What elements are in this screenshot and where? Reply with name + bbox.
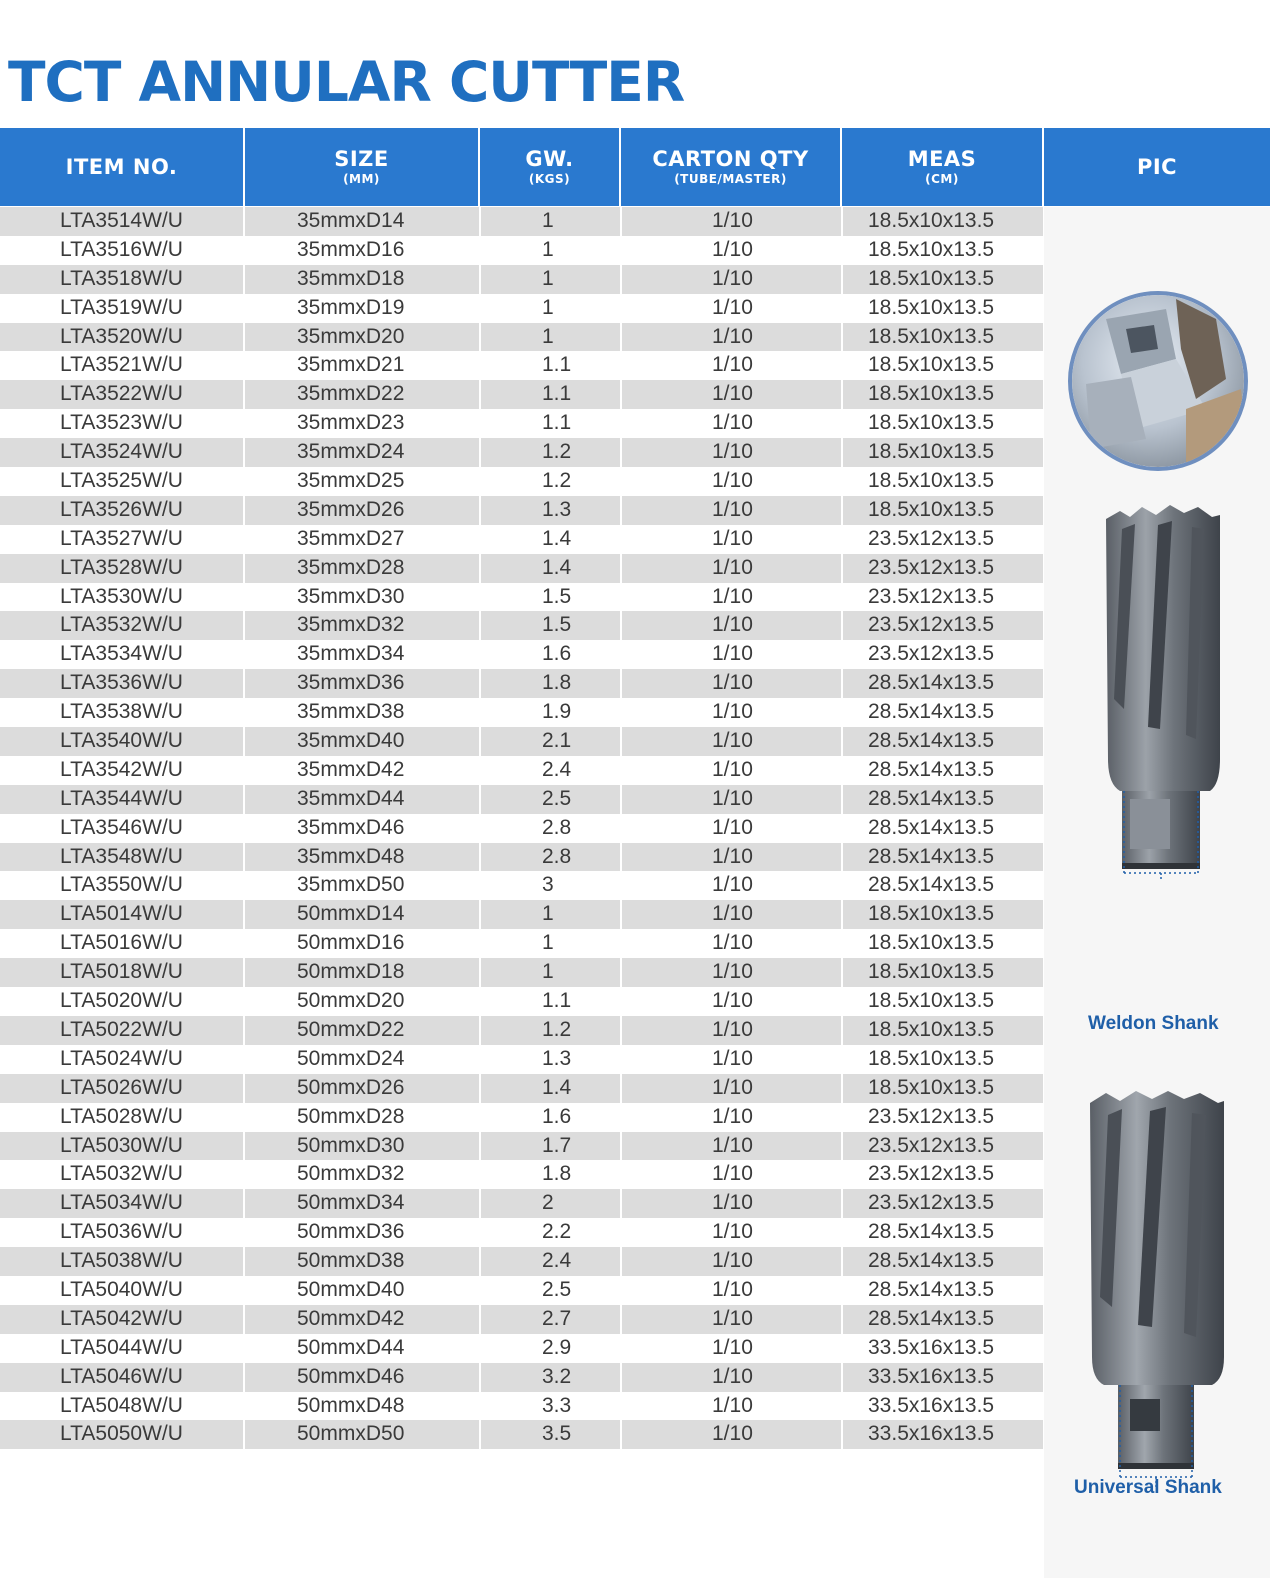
cell-carton: 1/10 (620, 409, 841, 438)
cell-meas: 28.5x14x13.5 (841, 756, 1043, 785)
table-row (0, 1276, 1043, 1305)
table-row (0, 1392, 1043, 1421)
table-row (0, 265, 1043, 294)
cell-carton: 1/10 (620, 323, 841, 352)
cell-meas: 28.5x14x13.5 (841, 1247, 1043, 1276)
cell-item: LTA3542W/U (60, 757, 183, 781)
cell-carton: 1/10 (620, 583, 841, 612)
cell-item: LTA3525W/U (60, 469, 183, 493)
cell-gw: 1.4 (479, 1074, 620, 1103)
cell-meas: 18.5x10x13.5 (841, 323, 1043, 352)
cell-meas: 28.5x14x13.5 (841, 814, 1043, 843)
cell-gw: 3.2 (479, 1363, 620, 1392)
cell-gw: 1.4 (479, 525, 620, 554)
cell-carton: 1/10 (620, 698, 841, 727)
universal-shank-caption: Universal Shank (1074, 1477, 1222, 1498)
cell-size: 35mmxD48 (243, 843, 479, 872)
cell-carton: 1/10 (620, 1103, 841, 1132)
cell-size: 50mmxD36 (243, 1218, 479, 1247)
cell-size: 35mmxD42 (243, 756, 479, 785)
cell-gw: 2.1 (479, 727, 620, 756)
weldon-shank-caption: Weldon Shank (1088, 1013, 1219, 1034)
cell-carton: 1/10 (620, 611, 841, 640)
cell-item: LTA3534W/U (60, 642, 183, 666)
cell-carton: 1/10 (620, 1016, 841, 1045)
cell-meas: 33.5x16x13.5 (841, 1392, 1043, 1421)
cell-meas: 18.5x10x13.5 (841, 1016, 1043, 1045)
cell-gw: 1.2 (479, 1016, 620, 1045)
cell-item: LTA5028W/U (60, 1104, 183, 1128)
header-size-label: SIZE (334, 147, 389, 171)
table-row (0, 1016, 1043, 1045)
cell-item: LTA3524W/U (60, 440, 183, 464)
header-meas-label: MEAS (907, 147, 977, 171)
cell-size: 50mmxD16 (243, 929, 479, 958)
header-meas (842, 128, 1042, 206)
cell-gw: 1 (479, 207, 620, 236)
cell-gw: 3.3 (479, 1392, 620, 1421)
header-meas-unit: (CM) (925, 172, 959, 186)
cell-item: LTA5048W/U (60, 1393, 183, 1417)
cell-size: 35mmxD24 (243, 438, 479, 467)
cell-meas: 18.5x10x13.5 (841, 380, 1043, 409)
cell-item: LTA3518W/U (60, 266, 183, 290)
cell-item: LTA5018W/U (60, 960, 183, 984)
cell-meas: 18.5x10x13.5 (841, 958, 1043, 987)
cell-size: 35mmxD36 (243, 669, 479, 698)
cell-carton: 1/10 (620, 525, 841, 554)
header-gw-label: GW. (525, 147, 574, 171)
cell-size: 50mmxD34 (243, 1189, 479, 1218)
cell-gw: 2 (479, 1189, 620, 1218)
cell-size: 35mmxD18 (243, 265, 479, 294)
cell-carton: 1/10 (620, 1392, 841, 1421)
cell-size: 35mmxD44 (243, 785, 479, 814)
cell-gw: 2.5 (479, 785, 620, 814)
cell-meas: 18.5x10x13.5 (841, 496, 1043, 525)
cell-gw: 1.1 (479, 380, 620, 409)
cell-item: LTA3522W/U (60, 382, 183, 406)
cell-size: 50mmxD44 (243, 1334, 479, 1363)
cell-meas: 28.5x14x13.5 (841, 669, 1043, 698)
table-row (0, 987, 1043, 1016)
table-row (0, 294, 1043, 323)
cell-meas: 28.5x14x13.5 (841, 1218, 1043, 1247)
cell-size: 35mmxD23 (243, 409, 479, 438)
cell-meas: 23.5x12x13.5 (841, 1189, 1043, 1218)
cell-size: 50mmxD18 (243, 958, 479, 987)
cell-meas: 33.5x16x13.5 (841, 1420, 1043, 1449)
header-carton-qty-unit: (TUBE/MASTER) (674, 172, 787, 186)
cell-meas: 23.5x12x13.5 (841, 554, 1043, 583)
cutter-tooth-closeup-image (1066, 289, 1250, 473)
cell-item: LTA3526W/U (60, 497, 183, 521)
cell-gw: 2.9 (479, 1334, 620, 1363)
cell-gw: 1.2 (479, 438, 620, 467)
cell-size: 35mmxD21 (243, 351, 479, 380)
cell-carton: 1/10 (620, 987, 841, 1016)
cell-carton: 1/10 (620, 1160, 841, 1189)
universal-shank-cutter-image (1086, 1087, 1236, 1487)
cell-gw: 1.9 (479, 698, 620, 727)
cell-meas: 18.5x10x13.5 (841, 900, 1043, 929)
cell-size: 50mmxD42 (243, 1305, 479, 1334)
cell-meas: 28.5x14x13.5 (841, 698, 1043, 727)
cell-carton: 1/10 (620, 640, 841, 669)
table-row (0, 1132, 1043, 1161)
cell-carton: 1/10 (620, 1420, 841, 1449)
cell-carton: 1/10 (620, 1189, 841, 1218)
table-row (0, 1305, 1043, 1334)
cell-carton: 1/10 (620, 467, 841, 496)
cell-size: 35mmxD32 (243, 611, 479, 640)
cell-gw: 1.5 (479, 583, 620, 612)
picture-panel (1044, 207, 1270, 1578)
cell-carton: 1/10 (620, 871, 841, 900)
cell-size: 35mmxD14 (243, 207, 479, 236)
cell-carton: 1/10 (620, 236, 841, 265)
cell-item: LTA3530W/U (60, 584, 183, 608)
cell-gw: 1.8 (479, 1160, 620, 1189)
table-row (0, 611, 1043, 640)
table-row (0, 785, 1043, 814)
table-row (0, 669, 1043, 698)
cell-gw: 1.3 (479, 1045, 620, 1074)
table-row (0, 351, 1043, 380)
cell-gw: 1.3 (479, 496, 620, 525)
cell-meas: 18.5x10x13.5 (841, 438, 1043, 467)
cell-size: 50mmxD30 (243, 1132, 479, 1161)
cell-item: LTA5044W/U (60, 1335, 183, 1359)
cell-size: 35mmxD27 (243, 525, 479, 554)
cell-gw: 1 (479, 929, 620, 958)
cell-gw: 1.7 (479, 1132, 620, 1161)
cell-item: LTA5036W/U (60, 1220, 183, 1244)
cell-meas: 18.5x10x13.5 (841, 467, 1043, 496)
table-row (0, 1218, 1043, 1247)
cell-meas: 23.5x12x13.5 (841, 525, 1043, 554)
cell-carton: 1/10 (620, 265, 841, 294)
cell-meas: 33.5x16x13.5 (841, 1363, 1043, 1392)
cell-carton: 1/10 (620, 294, 841, 323)
cell-carton: 1/10 (620, 1276, 841, 1305)
header-size-unit: (MM) (343, 172, 380, 186)
cell-meas: 28.5x14x13.5 (841, 1276, 1043, 1305)
cell-size: 35mmxD20 (243, 323, 479, 352)
table-row (0, 1103, 1043, 1132)
cell-size: 35mmxD38 (243, 698, 479, 727)
cell-gw: 3 (479, 871, 620, 900)
cell-gw: 1 (479, 265, 620, 294)
cell-carton: 1/10 (620, 929, 841, 958)
cell-meas: 23.5x12x13.5 (841, 640, 1043, 669)
cell-meas: 23.5x12x13.5 (841, 1160, 1043, 1189)
cell-carton: 1/10 (620, 1305, 841, 1334)
cell-size: 35mmxD16 (243, 236, 479, 265)
cell-meas: 18.5x10x13.5 (841, 265, 1043, 294)
cell-meas: 18.5x10x13.5 (841, 409, 1043, 438)
cell-size: 50mmxD28 (243, 1103, 479, 1132)
table-row (0, 207, 1043, 236)
table-row (0, 236, 1043, 265)
cell-size: 50mmxD22 (243, 1016, 479, 1045)
cell-gw: 1.6 (479, 640, 620, 669)
cell-gw: 1.1 (479, 409, 620, 438)
header-gw-unit: (KGS) (528, 172, 571, 186)
cell-item: LTA3548W/U (60, 844, 183, 868)
cell-size: 35mmxD40 (243, 727, 479, 756)
table-row (0, 1363, 1043, 1392)
cell-item: LTA5034W/U (60, 1191, 183, 1215)
table-row (0, 1420, 1043, 1449)
cell-item: LTA5046W/U (60, 1364, 183, 1388)
cell-carton: 1/10 (620, 900, 841, 929)
header-pic (1044, 128, 1270, 206)
cell-meas: 23.5x12x13.5 (841, 583, 1043, 612)
cell-gw: 2.2 (479, 1218, 620, 1247)
table-row (0, 929, 1043, 958)
cell-meas: 18.5x10x13.5 (841, 351, 1043, 380)
cell-gw: 1.6 (479, 1103, 620, 1132)
cell-meas: 18.5x10x13.5 (841, 294, 1043, 323)
table-row (0, 958, 1043, 987)
cell-carton: 1/10 (620, 1218, 841, 1247)
cell-gw: 2.4 (479, 1247, 620, 1276)
table-row (0, 1247, 1043, 1276)
cell-gw: 2.4 (479, 756, 620, 785)
cell-carton: 1/10 (620, 727, 841, 756)
cell-meas: 33.5x16x13.5 (841, 1334, 1043, 1363)
cell-meas: 18.5x10x13.5 (841, 1045, 1043, 1074)
cell-carton: 1/10 (620, 1363, 841, 1392)
cell-carton: 1/10 (620, 1074, 841, 1103)
header-item-no-label: ITEM NO. (65, 155, 178, 179)
cell-meas: 18.5x10x13.5 (841, 987, 1043, 1016)
table-row (0, 814, 1043, 843)
page-title: TCT ANNULAR CUTTER (8, 50, 685, 114)
cell-item: LTA5030W/U (60, 1133, 183, 1157)
cell-item: LTA5024W/U (60, 1046, 183, 1070)
cell-item: LTA3540W/U (60, 729, 183, 753)
cell-gw: 1.1 (479, 351, 620, 380)
cell-carton: 1/10 (620, 380, 841, 409)
cell-size: 50mmxD24 (243, 1045, 479, 1074)
table-row (0, 871, 1043, 900)
cell-carton: 1/10 (620, 1045, 841, 1074)
cell-gw: 1 (479, 294, 620, 323)
cell-carton: 1/10 (620, 496, 841, 525)
cell-size: 35mmxD30 (243, 583, 479, 612)
table-row (0, 640, 1043, 669)
cell-item: LTA3546W/U (60, 815, 183, 839)
cell-item: LTA3536W/U (60, 671, 183, 695)
cell-carton: 1/10 (620, 814, 841, 843)
cell-gw: 1.4 (479, 554, 620, 583)
cell-item: LTA5026W/U (60, 1075, 183, 1099)
cell-meas: 18.5x10x13.5 (841, 1074, 1043, 1103)
cell-meas: 18.5x10x13.5 (841, 236, 1043, 265)
cell-meas: 28.5x14x13.5 (841, 843, 1043, 872)
cell-carton: 1/10 (620, 843, 841, 872)
cell-gw: 2.5 (479, 1276, 620, 1305)
table-row (0, 1160, 1043, 1189)
cell-carton: 1/10 (620, 438, 841, 467)
table-row (0, 900, 1043, 929)
cell-meas: 23.5x12x13.5 (841, 1103, 1043, 1132)
cell-carton: 1/10 (620, 1247, 841, 1276)
cell-carton: 1/10 (620, 207, 841, 236)
cell-gw: 2.7 (479, 1305, 620, 1334)
cell-item: LTA3532W/U (60, 613, 183, 637)
cell-item: LTA3520W/U (60, 324, 183, 348)
cell-meas: 28.5x14x13.5 (841, 1305, 1043, 1334)
cell-carton: 1/10 (620, 554, 841, 583)
weldon-shank-cutter-image (1100, 499, 1230, 879)
cell-item: LTA3523W/U (60, 411, 183, 435)
table-row (0, 438, 1043, 467)
cell-carton: 1/10 (620, 1334, 841, 1363)
cell-item: LTA3538W/U (60, 700, 183, 724)
cell-gw: 1 (479, 323, 620, 352)
cell-carton: 1/10 (620, 785, 841, 814)
table-row (0, 583, 1043, 612)
cell-meas: 28.5x14x13.5 (841, 871, 1043, 900)
cell-meas: 18.5x10x13.5 (841, 207, 1043, 236)
cell-gw: 1.1 (479, 987, 620, 1016)
cell-meas: 18.5x10x13.5 (841, 929, 1043, 958)
header-carton-qty (621, 128, 840, 206)
cell-item: LTA3550W/U (60, 873, 183, 897)
cell-gw: 3.5 (479, 1420, 620, 1449)
table-row (0, 1189, 1043, 1218)
cell-size: 50mmxD38 (243, 1247, 479, 1276)
table-row (0, 1074, 1043, 1103)
cell-gw: 1.2 (479, 467, 620, 496)
header-pic-label: PIC (1136, 155, 1178, 179)
cell-size: 35mmxD25 (243, 467, 479, 496)
cell-gw: 2.8 (479, 843, 620, 872)
cell-gw: 1 (479, 958, 620, 987)
cell-item: LTA5038W/U (60, 1249, 183, 1273)
cell-carton: 1/10 (620, 958, 841, 987)
cell-item: LTA3514W/U (60, 209, 183, 232)
cell-size: 35mmxD50 (243, 871, 479, 900)
cell-item: LTA5040W/U (60, 1277, 183, 1301)
cell-size: 50mmxD50 (243, 1420, 479, 1449)
table-row (0, 525, 1043, 554)
cell-size: 35mmxD46 (243, 814, 479, 843)
cell-size: 50mmxD26 (243, 1074, 479, 1103)
cell-item: LTA5022W/U (60, 1017, 183, 1041)
cell-gw: 1.8 (479, 669, 620, 698)
cell-size: 50mmxD14 (243, 900, 479, 929)
cell-size: 35mmxD28 (243, 554, 479, 583)
cell-item: LTA5016W/U (60, 931, 183, 955)
cell-meas: 28.5x14x13.5 (841, 785, 1043, 814)
cell-meas: 23.5x12x13.5 (841, 1132, 1043, 1161)
cell-item: LTA5032W/U (60, 1162, 183, 1186)
cell-carton: 1/10 (620, 756, 841, 785)
cell-item: LTA5020W/U (60, 989, 183, 1013)
header-item-no (0, 128, 243, 206)
cell-item: LTA5050W/U (60, 1422, 183, 1446)
table-row (0, 467, 1043, 496)
cell-item: LTA3544W/U (60, 786, 183, 810)
header-carton-qty-label: CARTON QTY (652, 147, 809, 171)
cell-item: LTA5014W/U (60, 902, 183, 926)
cell-size: 35mmxD26 (243, 496, 479, 525)
cell-size: 50mmxD46 (243, 1363, 479, 1392)
cell-gw: 1.5 (479, 611, 620, 640)
header-size (245, 128, 478, 206)
table-row (0, 698, 1043, 727)
table-row (0, 1334, 1043, 1363)
cell-gw: 1 (479, 900, 620, 929)
table-row (0, 409, 1043, 438)
cell-item: LTA3521W/U (60, 353, 183, 377)
header-gw (480, 128, 619, 206)
table-row (0, 323, 1043, 352)
cell-item: LTA3528W/U (60, 555, 183, 579)
table-body (0, 207, 1043, 1449)
cell-item: LTA3516W/U (60, 237, 183, 261)
table-row (0, 554, 1043, 583)
cell-gw: 1 (479, 236, 620, 265)
cell-item: LTA5042W/U (60, 1306, 183, 1330)
cell-item: LTA3527W/U (60, 526, 183, 550)
cell-size: 35mmxD22 (243, 380, 479, 409)
cell-size: 35mmxD19 (243, 294, 479, 323)
table-row (0, 843, 1043, 872)
cell-size: 50mmxD20 (243, 987, 479, 1016)
cell-carton: 1/10 (620, 351, 841, 380)
table-row (0, 380, 1043, 409)
table-row (0, 496, 1043, 525)
table-row (0, 1045, 1043, 1074)
cell-size: 50mmxD48 (243, 1392, 479, 1421)
cell-size: 50mmxD32 (243, 1160, 479, 1189)
cell-carton: 1/10 (620, 669, 841, 698)
cell-size: 35mmxD34 (243, 640, 479, 669)
cell-meas: 28.5x14x13.5 (841, 727, 1043, 756)
cell-gw: 2.8 (479, 814, 620, 843)
cell-item: LTA3519W/U (60, 295, 183, 319)
cell-size: 50mmxD40 (243, 1276, 479, 1305)
table-row (0, 727, 1043, 756)
cell-carton: 1/10 (620, 1132, 841, 1161)
table-row (0, 756, 1043, 785)
cell-meas: 23.5x12x13.5 (841, 611, 1043, 640)
